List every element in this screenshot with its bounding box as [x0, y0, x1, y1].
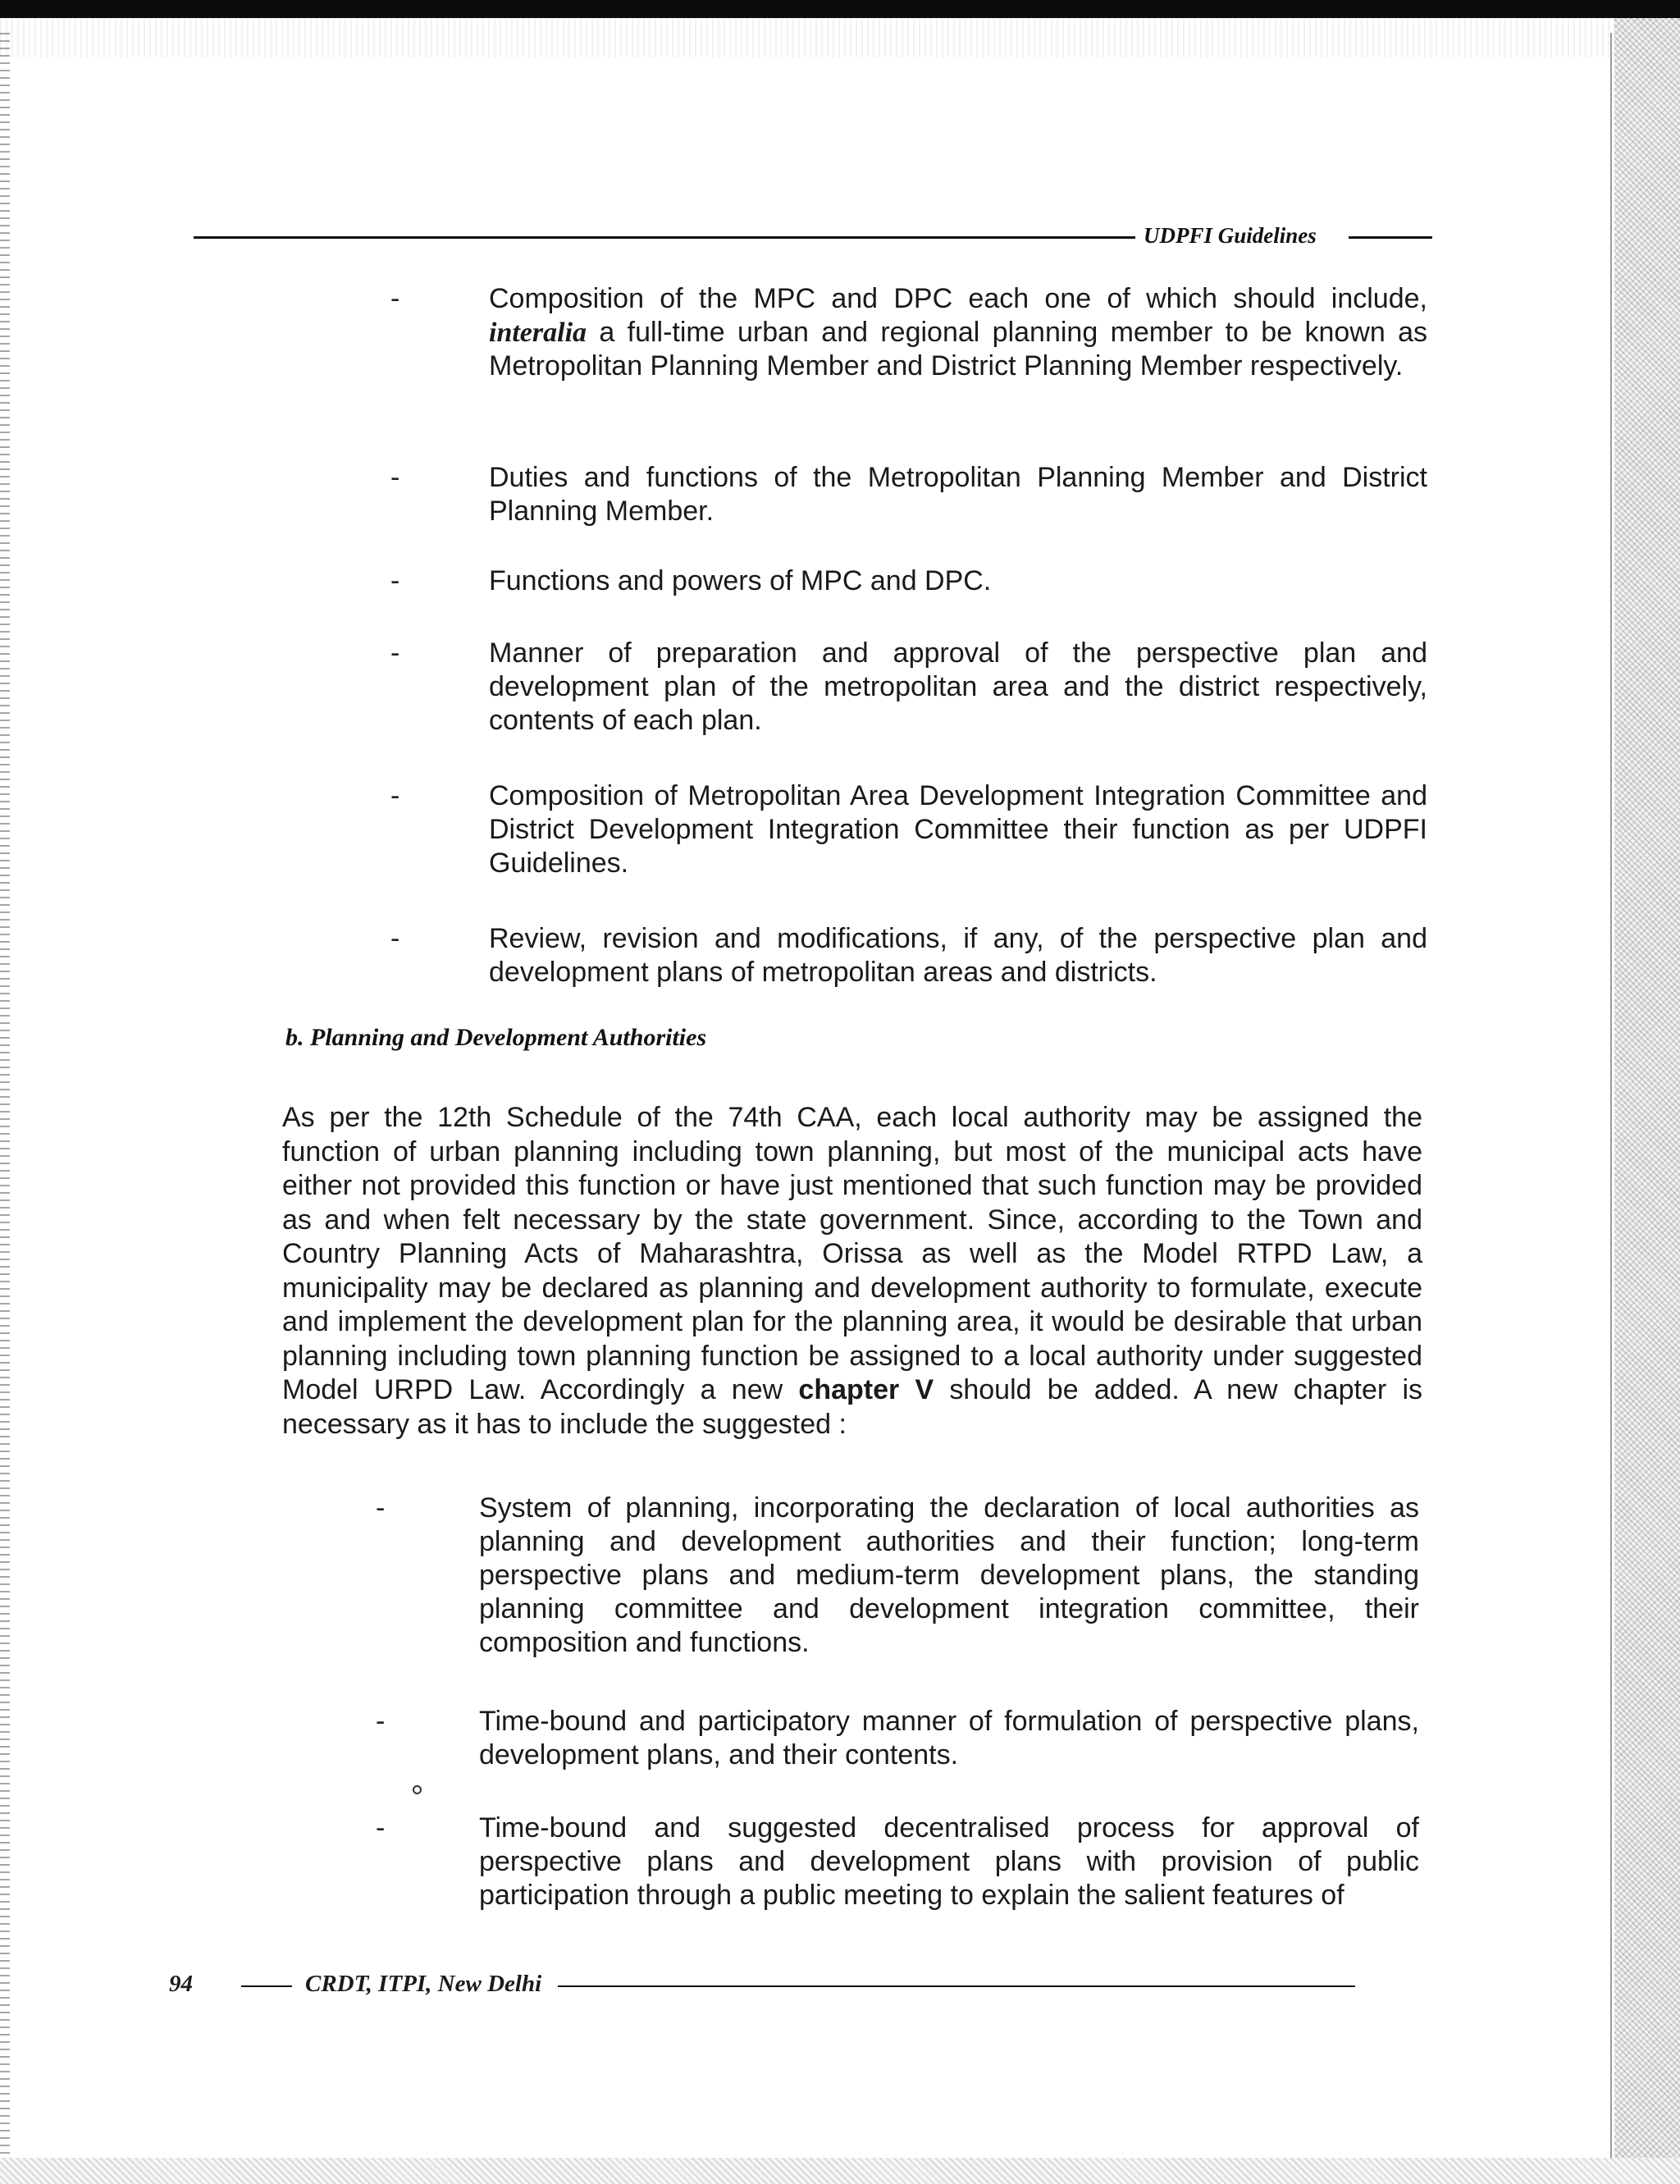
section-heading: b. Planning and Development Authorities: [285, 1024, 707, 1051]
bullet-dash: -: [390, 923, 400, 954]
scan-right-edge: [1614, 18, 1680, 2184]
footer-rule-short: [241, 1985, 292, 1987]
scan-noise-top: [0, 18, 1680, 57]
scan-top-border: [0, 0, 1680, 18]
bullet-dash: -: [390, 283, 400, 314]
footer-publisher: CRDT, ITPI, New Delhi: [305, 1971, 542, 1997]
page-edge-line: [1610, 33, 1612, 2166]
scan-left-edge: [0, 33, 10, 2174]
bullet-dash: -: [390, 565, 400, 596]
scan-mark: [413, 1785, 422, 1794]
bullet-dash: -: [376, 1706, 386, 1737]
bullet-dash: -: [390, 462, 400, 493]
list-item-text: Composition of Metropolitan Area Development Integration Committee and District Development Integration Committee their function as per UDPFI Guidelines.: [489, 780, 1427, 879]
bullet-dash: -: [390, 780, 400, 811]
list-item-text: System of planning, incorporating the declaration of local authorities as planning and development authorities and their function; long-term perspective plans and medium-term development plans, the standing planning committee and development integration committee, their composition and functions.: [479, 1492, 1419, 1658]
list-item-text: Duties and functions of the Metropolitan Planning Member and District Planning Member.: [489, 462, 1427, 527]
list-item-text: Review, revision and modifications, if any, of the perspective plan and development plans of metropolitan areas and districts.: [489, 923, 1427, 988]
bullet-dash: -: [390, 637, 400, 669]
running-title: UDPFI Guidelines: [1135, 223, 1349, 256]
scan-bottom-edge: [0, 2158, 1680, 2184]
bullet-dash: -: [376, 1812, 386, 1844]
page-number: 94: [169, 1971, 193, 1997]
list-item-text: Functions and powers of MPC and DPC.: [489, 565, 992, 596]
bullet-dash: -: [376, 1492, 386, 1524]
list-item-text: Manner of preparation and approval of the perspective plan and development plan of the metropolitan area and the district respectively, contents of each plan.: [489, 637, 1427, 736]
footer-rule: [558, 1985, 1355, 1987]
body-paragraph: As per the 12th Schedule of the 74th CAA, each local authority may be assigned the function of urban planning including town planning, but most of the municipal acts have either not provided this function or have just mentioned that such function may be provided as and when felt necessary by the state government. Since, according to the Town and Country Planning Acts of Maharashtra, Orissa as well as the Model RTPD Law, a municipality may be declared as planning and development authority to formulate, execute and implement the development plan for the planning area, it would be desirable that urban planning including town planning function be assigned to a local authority under suggested Model URPD Law. Accordingly a new chapter V should be added. A new chapter is necessary as it has to include the suggested :: [282, 1102, 1422, 1440]
list-item-text: Time-bound and participatory manner of formulation of perspective plans, development plans, and their contents.: [479, 1706, 1419, 1771]
list-item-text: Composition of the MPC and DPC each one of which should include, interalia a full-time urban and regional planning member to be known as Metropolitan Planning Member and District Planning Member respectively.: [489, 283, 1427, 382]
list-item-text: Time-bound and suggested decentralised process for approval of perspective plans and development plans with provision of public participation through a public meeting to explain the salient features of: [479, 1812, 1419, 1911]
